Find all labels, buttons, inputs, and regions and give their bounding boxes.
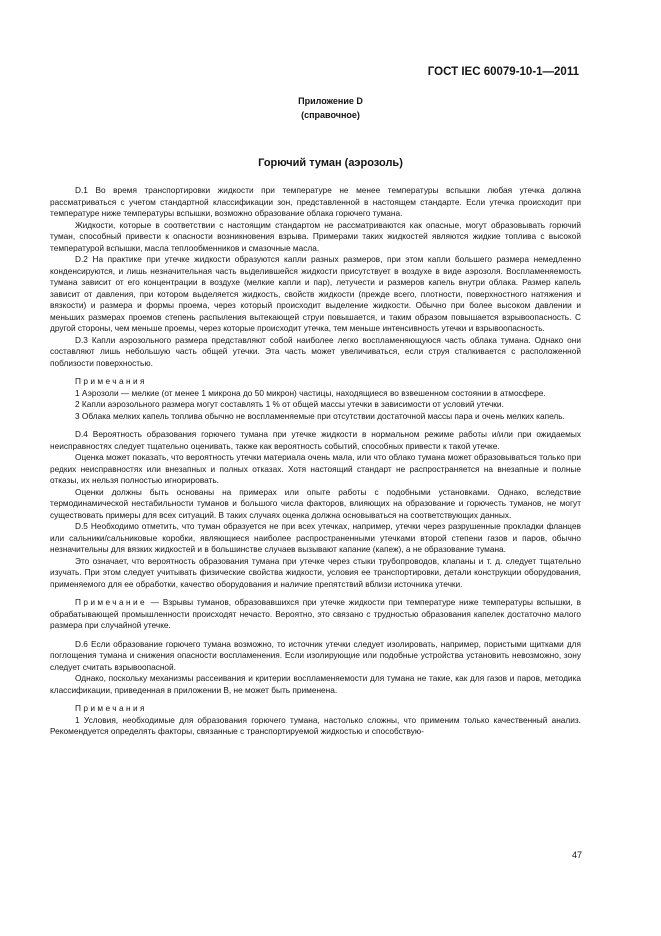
note-item: 2 Капли аэрозольного размера могут составлять 1 % от общей массы утечки в зависимости от условий утечки. xyxy=(75,399,504,409)
notes-heading: Примечания xyxy=(75,376,147,386)
paragraph-d5: D.5 Необходимо отметить, что туман образуется не при всех утечках, например, утечки через разрушенные прокладки фланцев или сальники/сальниковые коробки, являющиеся наиболее распространенными утечками второй степени газов и паров, обычно незначительны для вязких жидкостей и в большинстве случаев вызывают капание (капеж), а не образование тумана. xyxy=(50,521,581,554)
note-paragraph xyxy=(50,597,581,632)
note-text: — Взрывы туманов, образовавшихся при утечке жидкости при температуре ниже температуры вспышки, в обрабатывающей промышленности происходят нечасто. Вероятно, это связано с трудностью образования капелек достаточно малого размера при случайной утечке. xyxy=(50,597,581,630)
note-item: 1 Аэрозоли — мелкие (от менее 1 микрона до 50 микрон) частицы, находящиеся во взвешенном состоянии в атмосфере. xyxy=(75,387,546,398)
note-item: 3 Облака мелких капель топлива обычно не воспламеняемые при отсутствии достаточной массы пара и очень мелких капель. xyxy=(75,410,565,421)
paragraph-d2: D.2 На практике при утечке жидкости образуются капли разных размеров, при этом капли большего размера немедленно конденсируются, и лишь незначительная часть выделившейся жидкости присутствует в воздухе в виде аэрозоля. Воспламеняемость тумана зависит от его концентрации в воздухе (мелкие капли и пар), летучести и размеров капель внутри облака. Размер капель зависит от давления, при котором выделяется жидкость, свойств жидкости (прежде всего, плотности, поверхностного натяжения и вязкости) и размера и формы проема, через который происходит выделение жидкости. Обычно при более высоком давлении и меньших размерах проемов степень распыления вытекающей струи повышается, и таким образом повышается взрывоопасность. С другой стороны, чем меньше проемы, через которые происходит утечка, тем меньше интенсивность утечки и взрывоопасность. xyxy=(50,254,581,333)
paragraph: Однако, поскольку механизмы рассеивания и критерии воспламеняемости для тумана не такие, как для газов и паров, методика классификации, приведенная в приложении В, не может быть применена. xyxy=(50,673,581,695)
note-item: 1 Условия, необходимые для образования горючего тумана, настолько сложны, что применим только качественный анализ. Рекомендуется определять факторы, связанные с транспортируемой жидкостью и способствую- xyxy=(50,714,581,736)
paragraph-d6: D.6 Если образование горючего тумана возможно, то источник утечки следует изолировать, например, пористыми щитками для поглощения тумана и снижения опасности воспламенения. Если изолирующие или подобные устройства установить невозможно, зону следует считать взрывоопасной. xyxy=(50,638,581,672)
appendix-title: Приложение D xyxy=(298,96,363,106)
notes-heading: Примечания xyxy=(75,703,147,713)
paragraph: Это означает, что вероятность образования тумана при утечке через стыки трубопроводов, клапаны и т. д. следует тщательно изучать. При этом следует учитывать физические свойства жидкости, условия ее транспортировки, детали конструкции оборудования, применяемого для ее обработки, качество оборудования и наличие препятствий вблизи источника утечки. xyxy=(50,555,581,589)
paragraph-d1: D.1 Во время транспортировки жидкости при температуре не менее температуры вспышки любая утечка должна рассматриваться с учетом стандартной классификации зон, представленной в настоящем стандарте. Если утечка происходит при температуре ниже температуры вспышки, возможно образование облака горючего тумана. xyxy=(50,185,581,218)
paragraph: Оценки должны быть основаны на примерах или опыте работы с подобными установками. Однако, вследствие термодинамической нестабильности туманов и большого числа факторов, влияющих на образование и горючесть туманов, не могут существовать примеры для всех ситуаций. В таких случаях оценка должна основываться на соответствующих данных. xyxy=(50,486,581,520)
paragraph-d4: D.4 Вероятность образования горючего тумана при утечке жидкости в нормальном режиме работы и/или при ожидаемых неисправностях следует тщательно оценивать, также как вероятность событий, способных привести к такой утечке. xyxy=(50,429,581,451)
note-label: Примечание xyxy=(75,597,148,607)
document-title: Горючий туман (аэрозоль) xyxy=(258,157,403,169)
paragraph: Оценка может показать, что вероятность утечки материала очень мала, или что облако тумана может образовываться только при редких неисправностях или внезапных и полных отказах. Хотя настоящий стандарт не распространяется на внезапные и полные отказы, их нельзя полностью игнорировать. xyxy=(50,452,581,485)
document-body xyxy=(50,185,581,738)
appendix-subtitle: (справочное) xyxy=(301,110,360,120)
standard-designation: ГОСТ IEC 60079-10-1—2011 xyxy=(427,66,579,78)
page-number: 47 xyxy=(571,850,582,860)
paragraph: Жидкости, которые в соответствии с настоящим стандартом не рассматриваются как опасные, могут образовывать горючий туман, способный привести к опасности возникновения взрыва. Примерами таких жидкостей являются жидкие топлива с высокой температурой вспышки, масла теплообменников и смазочные масла. xyxy=(50,219,581,253)
paragraph-d3: D.3 Капли аэрозольного размера представляют собой наиболее легко воспламеняющуюся часть облака тумана. Однако они составляют лишь небольшую часть общей утечки. Эта часть может увеличиваться, если струя сталкивается с расположенной поблизости поверхностью. xyxy=(50,334,581,368)
